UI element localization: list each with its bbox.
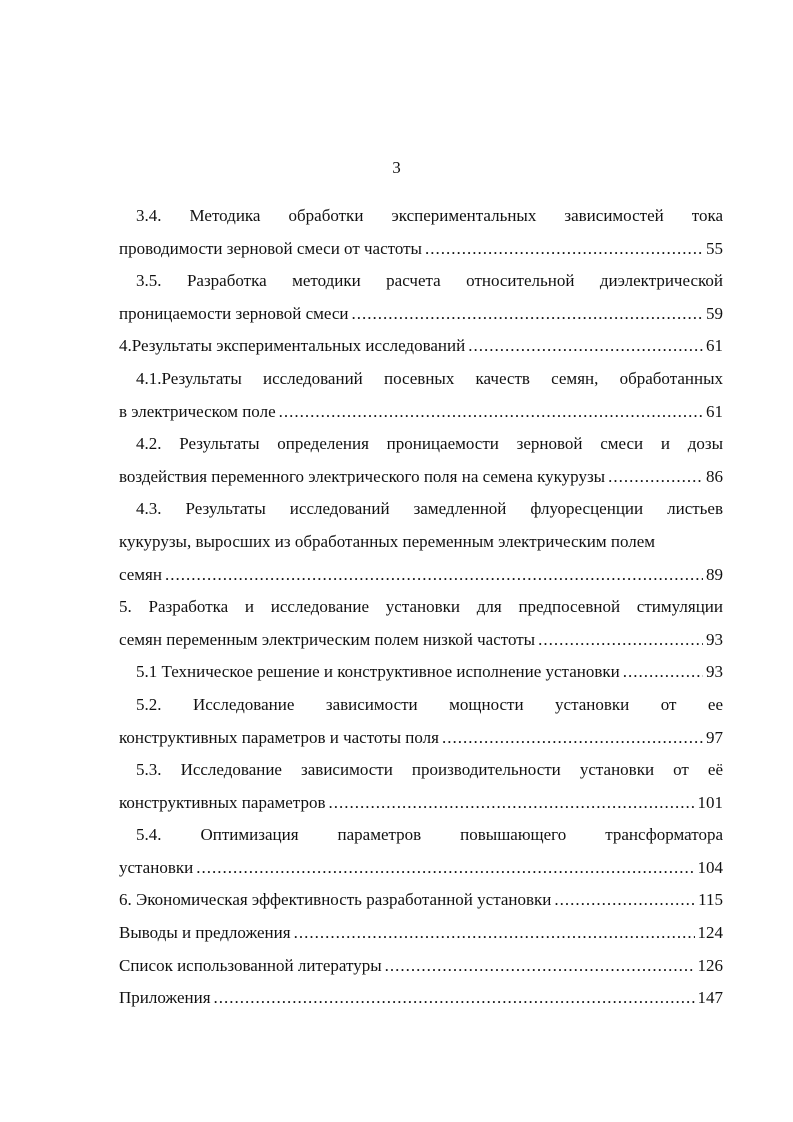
- toc-entry-title: воздействия переменного электрического поля на семена кукурузы: [119, 466, 606, 486]
- dot-leader: [328, 787, 694, 820]
- toc-entry-title: семян переменным электрическим полем низкой частоты: [119, 629, 536, 649]
- dot-leader: [294, 917, 695, 950]
- toc-entry-text-line: 5.3. Исследование зависимости производительности установки от её: [136, 760, 723, 780]
- toc-entry-text-line: 4.1.Результаты исследований посевных качеств семян, обработанных: [136, 368, 723, 388]
- toc-entry-title: Приложения: [119, 988, 211, 1008]
- dot-leader: [385, 950, 695, 983]
- toc-entry-text-line: 4.3. Результаты исследований замедленной флуоресценции листьев: [136, 499, 723, 519]
- toc-entry-text-line: 3.5. Разработка методики расчета относительной диэлектрической: [136, 271, 723, 291]
- toc-page-number: 126: [697, 955, 723, 975]
- dot-leader: [608, 461, 703, 494]
- toc-page-number: 115: [698, 890, 723, 910]
- toc-page-number: 124: [697, 923, 723, 943]
- toc-entry-text-line: 5.4. Оптимизация параметров повышающего трансформатора: [136, 825, 723, 845]
- toc-entry[interactable]: [119, 982, 723, 1015]
- dot-leader: [214, 982, 695, 1015]
- dot-leader: [623, 656, 703, 689]
- toc-entry-title: 6. Экономическая эффективность разработанной установки: [119, 890, 552, 910]
- table-of-contents: [119, 200, 723, 1015]
- toc-entry-title: Выводы и предложения: [119, 923, 291, 943]
- toc-page-number: 147: [697, 988, 723, 1008]
- toc-page-number: 97: [706, 727, 723, 747]
- toc-entry-title: Список использованной литературы: [119, 955, 382, 975]
- toc-entry[interactable]: [119, 950, 723, 983]
- toc-entry-title: проводимости зерновой смеси от частоты: [119, 238, 422, 258]
- toc-entry-title: проницаемости зерновой смеси: [119, 303, 349, 323]
- toc-entry[interactable]: [119, 493, 723, 591]
- toc-page-number: 101: [697, 792, 723, 812]
- toc-entry-text-line: кукурузы, выросших из обработанных переменным электрическим полем: [119, 531, 656, 551]
- toc-entry-title: 5.1 Техническое решение и конструктивное исполнение установки: [136, 662, 620, 682]
- toc-entry[interactable]: [119, 819, 723, 884]
- dot-leader: [468, 330, 703, 363]
- toc-entry-title: семян: [119, 564, 162, 584]
- toc-entry[interactable]: [119, 917, 723, 950]
- dot-leader: [279, 396, 703, 429]
- toc-entry[interactable]: [119, 689, 723, 754]
- toc-page-number: 61: [706, 336, 723, 356]
- dot-leader: [554, 884, 695, 917]
- toc-entry-text-line: 3.4. Методика обработки экспериментальных зависимостей тока: [136, 206, 723, 225]
- toc-entry[interactable]: [119, 591, 723, 656]
- toc-entry[interactable]: [119, 200, 723, 265]
- toc-page-number: 55: [706, 238, 723, 258]
- toc-page-number: 59: [706, 303, 723, 323]
- toc-entry[interactable]: [119, 884, 723, 917]
- toc-entry-title: в электрическом поле: [119, 401, 276, 421]
- toc-page-number: 93: [706, 662, 723, 682]
- page-number: 3: [392, 158, 401, 177]
- toc-entry[interactable]: [119, 656, 723, 689]
- toc-entry[interactable]: [119, 428, 723, 493]
- toc-page-number: 89: [706, 564, 723, 584]
- toc-page-number: 86: [706, 466, 723, 486]
- toc-entry[interactable]: [119, 754, 723, 819]
- toc-entry[interactable]: [119, 265, 723, 330]
- toc-entry-title: установки: [119, 857, 194, 877]
- toc-entry-title: конструктивных параметров и частоты поля: [119, 727, 439, 747]
- toc-entry-text-line: 5. Разработка и исследование установки для предпосевной стимуляции: [119, 597, 723, 617]
- toc-page-number: 61: [706, 401, 723, 421]
- toc-entry[interactable]: [119, 330, 723, 363]
- dot-leader: [196, 852, 694, 885]
- toc-entry-title: 4.Результаты экспериментальных исследований: [119, 336, 466, 356]
- toc-entry-text-line: 5.2. Исследование зависимости мощности установки от ее: [136, 694, 723, 714]
- dot-leader: [165, 559, 703, 592]
- toc-page-number: 104: [697, 857, 723, 877]
- dot-leader: [442, 722, 703, 755]
- dot-leader: [425, 233, 703, 266]
- toc-entry-text-line: 4.2. Результаты определения проницаемости зерновой смеси и дозы: [136, 434, 723, 454]
- toc-entry-title: конструктивных параметров: [119, 792, 326, 812]
- toc-entry[interactable]: [119, 363, 723, 428]
- toc-page-number: 93: [706, 629, 723, 649]
- dot-leader: [538, 624, 703, 657]
- dot-leader: [352, 298, 703, 331]
